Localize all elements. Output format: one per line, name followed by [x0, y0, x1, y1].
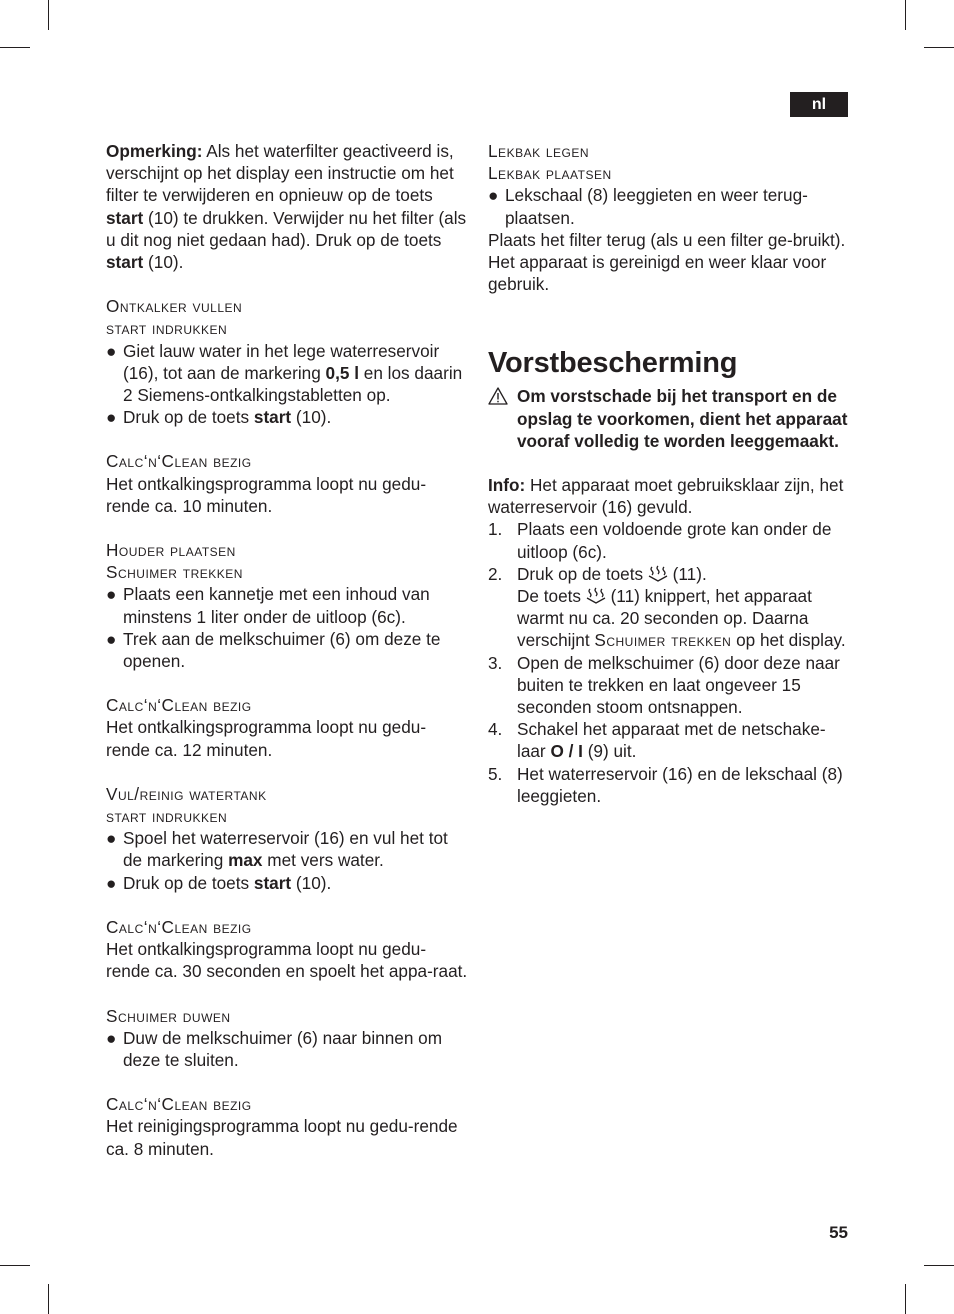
body-text: Het ontkalkingsprogramma loopt nu gedu-rende ca. 12 minuten. — [106, 717, 427, 760]
crop-mark — [905, 1284, 906, 1314]
warning-note: Om vorstschade bij het transport en de opslag te voorkomen, dient het apparaat vooraf volledig te worden leeggemaakt. — [488, 385, 850, 452]
list-item: ● Druk op de toets start (10). — [106, 872, 332, 893]
display-message-subtitle: start indrukken — [106, 318, 228, 339]
list-item: 4. Schakel het apparaat met de netschake-laar O / I (9) uit. — [488, 719, 826, 762]
bullet-icon: ● — [106, 584, 117, 605]
info-paragraph: Info: Het apparaat moet gebruiksklaar zijn, het waterreservoir (16) gevuld. — [488, 475, 844, 518]
display-message-title: Calc‘n‘Clean bezig — [106, 1094, 252, 1115]
crop-mark — [0, 1265, 30, 1266]
display-message-title: Lekbak legen — [488, 141, 590, 161]
display-message-title: Calc‘n‘Clean bezig — [106, 916, 252, 937]
display-message-title: Vul/reinig watertank — [106, 783, 267, 804]
note-label: Opmerking: — [106, 141, 203, 161]
display-message-subtitle: start indrukken — [106, 806, 228, 827]
body-text: Het ontkalkingsprogramma loopt nu gedu-rende ca. 10 minuten. — [106, 473, 427, 516]
list-item: ● Plaats een kannetje met een inhoud van minstens 1 liter onder de uitloop (6c). — [106, 584, 430, 627]
display-message-title: Schuimer trekken — [106, 562, 243, 583]
bullet-icon: ● — [106, 872, 117, 893]
steam-icon — [586, 587, 606, 604]
crop-mark — [924, 1265, 954, 1266]
crop-mark — [905, 0, 906, 30]
display-message-title: Calc‘n‘Clean bezig — [106, 695, 252, 716]
list-item: 3. Open de melkschuimer (6) door deze naar buiten te trekken en laat ongeveer 15 seconden stoom ontsnappen. — [488, 652, 840, 718]
list-item: 1. Plaats een voldoende grote kan onder de uitloop (6c). — [488, 519, 832, 562]
warning-triangle-icon — [488, 387, 508, 405]
crop-mark — [0, 47, 30, 48]
list-item: ● Druk op de toets start (10). — [106, 407, 332, 428]
right-column — [488, 140, 850, 807]
section-heading: Vorstbescherming — [488, 347, 738, 380]
page-number: 55 — [829, 1223, 848, 1242]
list-item: ● Spoel het waterreservoir (16) en vul het tot de markering max met vers water. — [106, 828, 448, 871]
bullet-icon: ● — [106, 1027, 117, 1048]
crop-mark — [48, 1284, 49, 1314]
bullet-icon: ● — [106, 407, 117, 428]
bullet-icon: ● — [106, 828, 117, 849]
display-message-title: Lekbak plaatsen — [488, 163, 612, 184]
display-message-title: Schuimer duwen — [106, 1005, 231, 1026]
list-item: 2. Druk op de toets (11). De toets (11) knippert, het apparaat warmt nu ca. 20 seconden op. Daarna verschijnt Schuimer trekken op het display. — [488, 563, 846, 651]
list-item: ● Duw de melkschuimer (6) naar binnen om deze te sluiten. — [106, 1027, 443, 1070]
language-badge: nl — [790, 92, 848, 117]
list-item: 5. Het waterreservoir (16) en de lekschaal (8) leeggieten. — [488, 763, 843, 806]
note-paragraph: Opmerking: Als het waterfilter geactiveerd is, verschijnt op het display een instructie om het filter te verwijderen en opnieuw op de toets start (10) te drukken. Verwijder nu het filter (als u dit nog niet gedaan had). Druk op de toets start (10). — [106, 141, 467, 273]
display-message-title: Calc‘n‘Clean bezig — [106, 451, 252, 472]
bullet-icon: ● — [106, 340, 117, 361]
crop-mark — [48, 0, 49, 30]
list-item: ● Lekschaal (8) leeggieten en weer terug-plaatsen. — [488, 185, 808, 228]
bullet-icon: ● — [488, 185, 499, 206]
list-item: ● Trek aan de melkschuimer (6) om deze te openen. — [106, 628, 441, 672]
body-text: Het reinigingsprogramma loopt nu gedu-rende ca. 8 minuten. — [106, 1116, 458, 1159]
list-item: ● Giet lauw water in het lege waterreservoir (16), tot aan de markering 0,5 l en los daarin 2 Siemens-ontkalkingstabletten op. — [106, 340, 463, 406]
steam-icon — [648, 565, 668, 582]
display-message-title: Houder plaatsen — [106, 540, 236, 561]
display-message-title: Ontkalker vullen — [106, 296, 243, 317]
bullet-icon: ● — [106, 628, 117, 649]
body-text: Het ontkalkingsprogramma loopt nu gedu-rende ca. 30 seconden en spoelt het appa-raat. — [106, 939, 468, 982]
left-column — [106, 140, 468, 1160]
body-text: Plaats het filter terug (als u een filter ge-bruikt). Het apparaat is gereinigd en weer klaar voor gebruik. — [488, 229, 846, 295]
crop-mark — [924, 47, 954, 48]
